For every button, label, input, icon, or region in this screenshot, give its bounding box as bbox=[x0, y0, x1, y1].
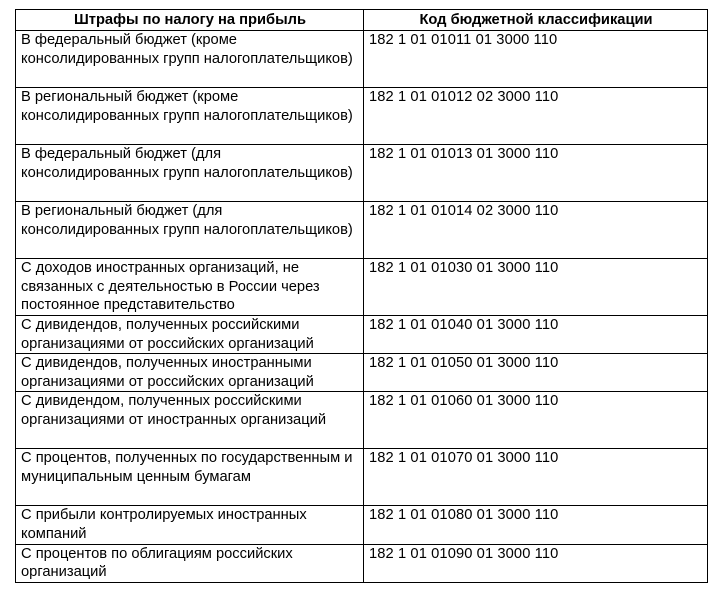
table-row bbox=[16, 31, 708, 88]
table-row bbox=[16, 259, 708, 316]
table-row bbox=[16, 544, 708, 582]
row-code: 182 1 01 01060 01 3000 110 bbox=[364, 392, 708, 449]
row-code: 182 1 01 01090 01 3000 110 bbox=[364, 544, 708, 582]
row-description: В региональный бюджет (для консолидированных групп налогоплательщиков) bbox=[16, 202, 364, 259]
table-row bbox=[16, 392, 708, 449]
row-description: С прибыли контролируемых иностранных компаний bbox=[16, 506, 364, 544]
row-code: 182 1 01 01011 01 3000 110 bbox=[364, 31, 708, 88]
table-row bbox=[16, 145, 708, 202]
header-penalties: Штрафы по налогу на прибыль bbox=[16, 10, 364, 31]
row-code: 182 1 01 01014 02 3000 110 bbox=[364, 202, 708, 259]
table-header-row bbox=[16, 10, 708, 31]
row-description: С дивидендов, полученных иностранными организациями от российских организаций bbox=[16, 354, 364, 392]
table-row bbox=[16, 202, 708, 259]
table-row bbox=[16, 88, 708, 145]
row-description: С дивидендом, полученных российскими организациями от иностранных организаций bbox=[16, 392, 364, 449]
table-row bbox=[16, 506, 708, 544]
row-description: С дивидендов, полученных российскими организациями от российских организаций bbox=[16, 316, 364, 354]
row-code: 182 1 01 01070 01 3000 110 bbox=[364, 449, 708, 506]
row-code: 182 1 01 01013 01 3000 110 bbox=[364, 145, 708, 202]
header-budget-code: Код бюджетной классификации bbox=[364, 10, 708, 31]
kbk-table-container bbox=[15, 9, 707, 583]
kbk-table bbox=[15, 9, 708, 583]
row-description: С доходов иностранных организаций, не связанных с деятельностью в России через постоянное представительство bbox=[16, 259, 364, 316]
row-description: С процентов, полученных по государственным и муниципальным ценным бумагам bbox=[16, 449, 364, 506]
table-row bbox=[16, 316, 708, 354]
row-code: 182 1 01 01040 01 3000 110 bbox=[364, 316, 708, 354]
row-description: С процентов по облигациям российских организаций bbox=[16, 544, 364, 582]
row-description: В федеральный бюджет (для консолидированных групп налогоплательщиков) bbox=[16, 145, 364, 202]
row-description: В региональный бюджет (кроме консолидированных групп налогоплательщиков) bbox=[16, 88, 364, 145]
row-code: 182 1 01 01080 01 3000 110 bbox=[364, 506, 708, 544]
table-row bbox=[16, 354, 708, 392]
table-row bbox=[16, 449, 708, 506]
row-code: 182 1 01 01030 01 3000 110 bbox=[364, 259, 708, 316]
row-description: В федеральный бюджет (кроме консолидированных групп налогоплательщиков) bbox=[16, 31, 364, 88]
row-code: 182 1 01 01050 01 3000 110 bbox=[364, 354, 708, 392]
row-code: 182 1 01 01012 02 3000 110 bbox=[364, 88, 708, 145]
